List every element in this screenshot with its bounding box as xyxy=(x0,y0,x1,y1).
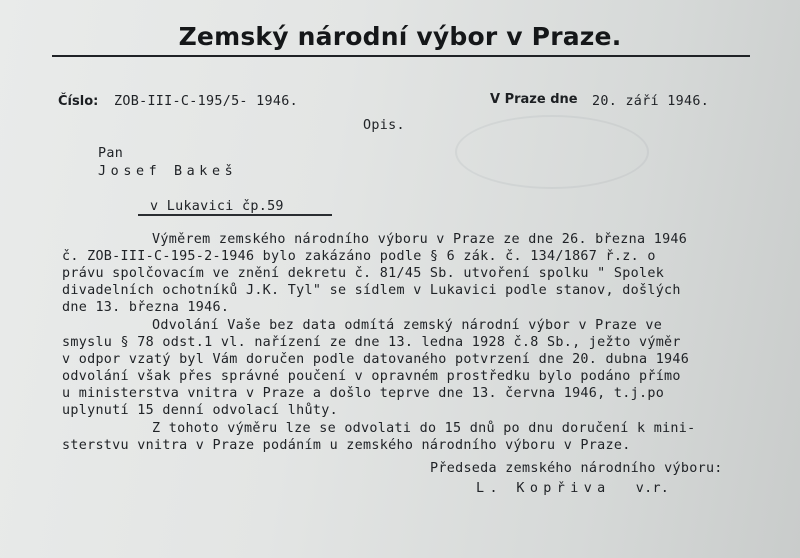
signature-block xyxy=(476,481,669,496)
body-line: uplynutí 15 denní odvolací lhůty. xyxy=(62,403,338,418)
body-line: Z tohoto výměru lze se odvolati do 15 dnů po dnu doručení k mini- xyxy=(152,421,696,436)
signature-suffix: v.r. xyxy=(635,481,670,496)
recipient-name: Josef Bakeš xyxy=(98,164,238,179)
reference-label: Číslo: xyxy=(58,94,99,109)
body-line: Odvolání Vaše bez data odmítá zemský národní výbor v Praze ve xyxy=(152,318,663,333)
recipient-address: v Lukavici čp.59 xyxy=(150,199,284,214)
body-line: divadelních ochotníků J.K. Tyl" se sídlem v Lukavici podle stanov, došlých xyxy=(62,283,681,298)
reference-number: ZOB-III-C-195/5- 1946. xyxy=(114,94,298,109)
place-date-label: V Praze dne xyxy=(490,92,578,107)
header-divider xyxy=(52,55,750,57)
document-date: 20. září 1946. xyxy=(592,94,710,109)
body-line: u ministerstva vnitra v Praze a došlo teprve dne 13. června 1946, t.j.po xyxy=(62,386,665,401)
copy-mark: Opis. xyxy=(363,118,405,133)
recipient-salutation: Pan xyxy=(98,146,124,161)
signature-title: Předseda zemského národního výboru: xyxy=(430,461,723,476)
body-line: č. ZOB-III-C-195-2-1946 bylo zakázáno podle § 6 zák. č. 134/1867 ř.z. o xyxy=(62,249,656,264)
body-line: smyslu § 78 odst.1 vl. nařízení ze dne 13. ledna 1928 č.8 Sb., ježto výměr xyxy=(62,335,681,350)
address-underline xyxy=(138,214,332,216)
body-line: právu spolčovacím ve znění dekretu č. 81/45 Sb. utvoření spolku " Spolek xyxy=(62,266,665,281)
faint-stamp-mark xyxy=(455,115,649,189)
body-line: odvolání však přes správné poučení v opravném prostředku bylo podáno přímo xyxy=(62,369,681,384)
body-line: v odpor vzatý byl Vám doručen podle datovaného potvrzení dne 20. dubna 1946 xyxy=(62,352,690,367)
page-title: Zemský národní výbor v Praze. xyxy=(178,22,622,51)
body-line: sterstvu vnitra v Praze podáním u zemského národního výboru v Praze. xyxy=(62,438,631,453)
body-line: dne 13. března 1946. xyxy=(62,300,230,315)
signatory-name: L. Kopřiva xyxy=(476,481,611,496)
body-line: Výměrem zemského národního výboru v Praze ze dne 26. března 1946 xyxy=(152,232,688,247)
